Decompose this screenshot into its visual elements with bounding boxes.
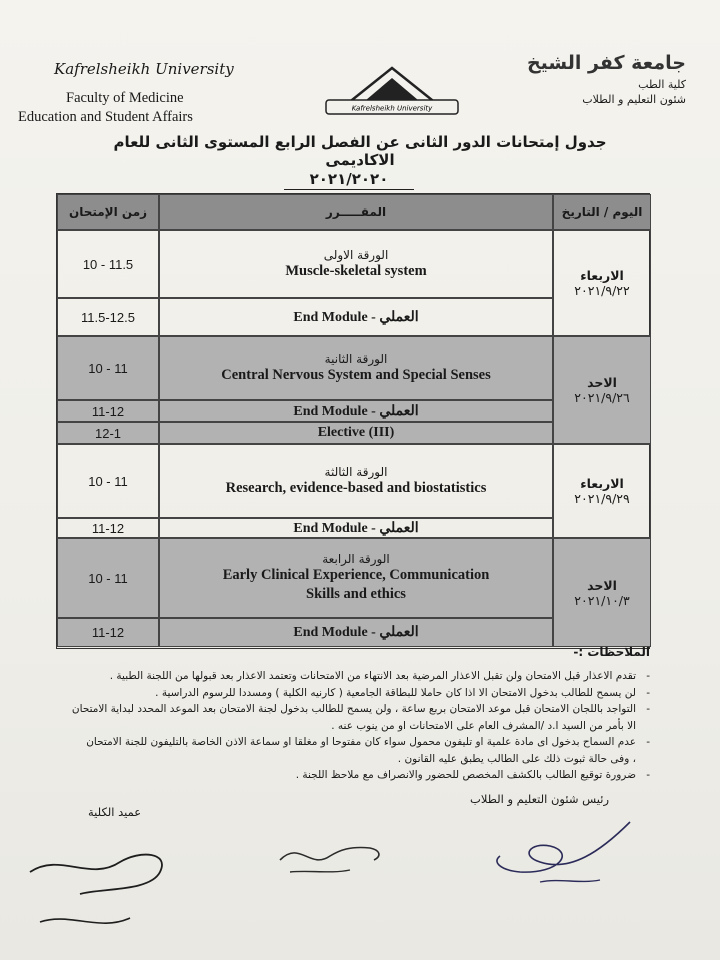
table-day-cell [553,336,651,444]
paper-label: الورقة الرابعة [322,552,390,566]
table-row-course [159,336,553,400]
note-item: - التواجد باللجان الامتحان قبل موعد الامتحان بربع ساعة ، ولن يسمح للطالب بدخول لجنة الامتحان بعد الموعد المحدد لبداية الامتحان [20,701,650,718]
academic-year: ٢٠٢١/٢٠٢٠ [284,170,414,190]
notes-list [20,668,650,784]
university-logo [322,64,462,118]
affairs-signature-label: رئيس شئون التعليم و الطلاب [470,792,610,806]
table-day-cell [553,230,651,336]
table-day-cell [553,444,651,538]
header-course: المقـــــرر [159,194,553,230]
table-row-time: 10 - 11.5 [57,230,159,298]
notes-title: الملاحظات :- [573,645,650,659]
paper-label: الورقة الاولى [323,247,389,262]
day-name: الاحد [587,577,617,593]
table-row-end-module: End Module - العملي [159,298,553,336]
course-name: Muscle-skeletal system [285,262,427,279]
table-row-course [159,230,553,298]
day-date: ٢٠٢١/٩/٢٩ [574,491,630,506]
paper-label: الورقة الثانية [324,351,388,366]
committee-signature-icon [270,820,410,880]
table-row-elective: Elective (III) [159,422,553,444]
header-right [486,52,686,106]
table-row-time: 11-12 [57,618,159,647]
course-name: Early Clinical Experience, Communication Skills and ethics [222,567,490,602]
table-row-time: 10 - 11 [57,444,159,518]
table-row-end-module: End Module - العملي [159,518,553,538]
course-name: Research, evidence-based and biostatistics [225,479,487,496]
table-row-time: 11-12 [57,518,159,538]
header-left [18,60,248,126]
university-name-en: Kafrelsheikh University [54,60,234,78]
table-row-time: 12-1 [57,422,159,444]
header-time: زمن الإمتحان [57,194,159,230]
note-item: الا بأمر من السيد ا.د /المشرف العام على الامتحانات او من ينوب عنه . [331,719,636,732]
day-date: ٢٠٢١/١٠/٣ [574,592,630,608]
header-day: اليوم / التاريخ [553,194,651,230]
schedule-title: جدول إمتحانات الدور الثانى عن الفصل الرابع المستوى الثانى للعام الاكاديمى [113,133,607,169]
table-row-end-module: End Module - العملي [159,400,553,422]
table-row-time: 10 - 11 [57,336,159,400]
table-row-time: 11-12 [57,400,159,422]
logo-text: Kafrelsheikh University [351,104,433,113]
day-name: الاربعاء [580,268,624,283]
dean-signature-icon [20,822,190,942]
dean-signature-label: عميد الكلية [88,805,142,819]
faculty-name-en: Faculty of Medicine [66,90,184,106]
affairs-name-en: Education and Student Affairs [18,109,193,125]
note-item: - عدم السماح بدخول اى مادة علمية او تليفون محمول سواء كان مفتوحا او مغلقا او سماعة الاذن الخاصة بالتليفون للجنة الامتحان [20,734,650,751]
table-row-end-module: End Module - العملي [159,618,553,647]
day-name: الاحد [587,375,617,390]
table-row-time: 10 - 11 [57,538,159,618]
university-name-ar: جامعة كفر الشيخ [526,52,686,74]
faculty-name-ar: كلية الطب [638,78,686,91]
note-item: ، وفى حالة ثبوت ذلك على الطالب يطبق عليه القانون . [397,752,636,765]
affairs-signature-icon [480,812,650,892]
day-name: الاربعاء [580,476,624,491]
day-date: ٢٠٢١/٩/٢٢ [574,283,630,298]
affairs-name-ar: شئون التعليم و الطلاب [582,93,686,106]
course-name: Central Nervous System and Special Senses [221,366,491,383]
paper-label: الورقة الثالثة [324,464,388,479]
table-row-time: 11.5-12.5 [57,298,159,336]
note-item: - تقدم الاعذار قبل الامتحان ولن تقبل الاعذار المرضية بعد الانتهاء من الامتحانات وتعتمد الاعذار بعد قبولها من اللجنة الطبية . [20,668,650,685]
table-row-course [159,538,553,618]
day-date: ٢٠٢١/٩/٢٦ [574,390,630,405]
note-item: - لن يسمح للطالب بدخول الامتحان الا اذا كان حاملا للبطاقة الجامعية ( كارنيه الكلية ) ومسددا للرسوم الدراسية . [20,685,650,702]
table-row-course [159,444,553,518]
exam-schedule-table [56,193,650,649]
note-item: - ضرورة توقيع الطالب بالكشف المخصص للحضور والانصراف مع ملاحظ اللجنة . [20,767,650,784]
table-day-cell [553,538,651,647]
